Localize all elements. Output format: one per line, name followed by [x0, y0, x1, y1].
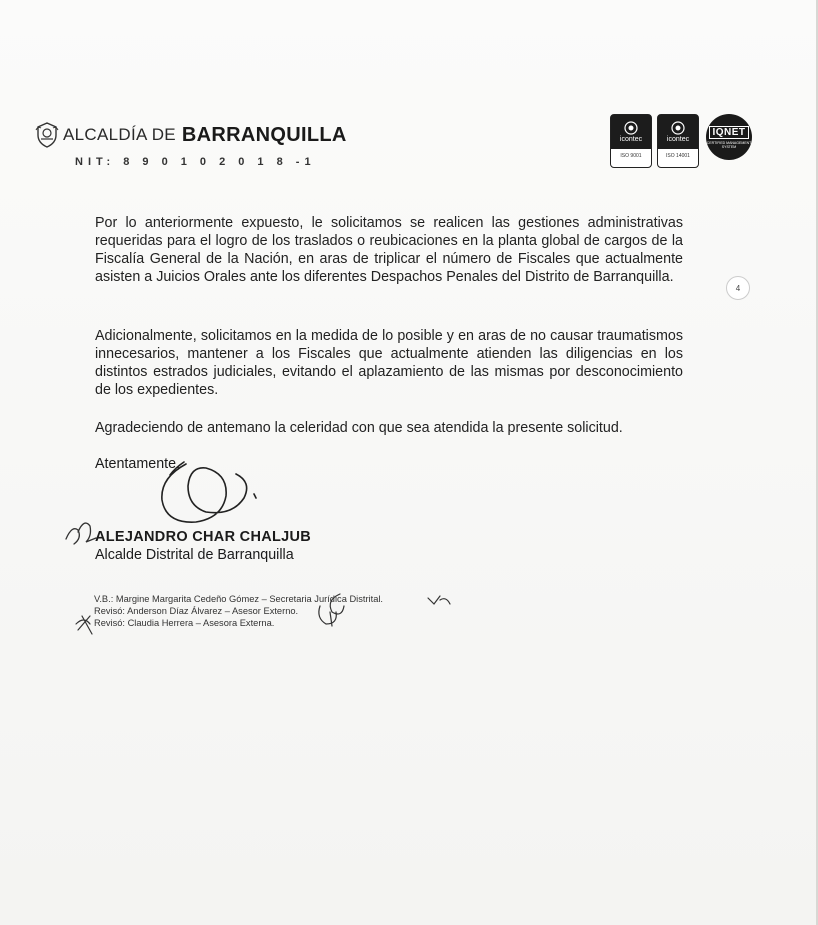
- cert-brand: icontec: [619, 136, 643, 143]
- paragraph-2: Adicionalmente, solicitamos en la medida de lo posible y en aras de no causar traumatismos innecesarios, mantener a los Fiscales que actualmente atienden las diligencias en los distintos estrados judiciales, evitando el aplazamiento de las mismas por desconocimiento de los expedientes.: [95, 328, 683, 398]
- paragraph-3: Agradeciendo de antemano la celeridad con que sea atendida la presente solicitud.: [95, 420, 623, 436]
- cert-brand: icontec: [666, 136, 690, 143]
- brand-bold-text: BARRANQUILLA: [181, 123, 347, 146]
- cert-code: ISO 14001: [666, 153, 690, 159]
- nit-number: NIT: 8 9 0 1 0 2 0 1 8 -1: [75, 156, 316, 168]
- iqnet-title: IQNET: [709, 126, 748, 139]
- review-notes: [94, 593, 383, 629]
- initials-left-drawing: [66, 523, 96, 544]
- closing-salutation: Atentamente,: [95, 456, 181, 472]
- review-note-vb: V.B.: Margine Margarita Cedeño Gómez – Secretaria Jurídica Distrital.: [94, 594, 384, 604]
- page-number-badge: 4: [726, 276, 750, 300]
- brand-light-text: ALCALDÍA DE: [63, 125, 176, 144]
- signer-name: ALEJANDRO CHAR CHALJUB: [95, 529, 312, 545]
- review-note-reviso-1: Revisó: Anderson Díaz Álvarez – Asesor Externo.: [94, 606, 299, 616]
- signature-drawing: [162, 462, 256, 522]
- paragraph-1: Por lo anteriormente expuesto, le solicitamos se realicen las gestiones administrativas requeridas para el logro de los traslados o reubicaciones en la planta global de cargos de la Fiscalía General de la Nación, en aras de triplicar el número de Fiscales que actualmente asisten a Juicios Orales ante los diferentes Despachos Penales del Distrito de Barranquilla.: [95, 215, 683, 285]
- signer-title: Alcalde Distrital de Barranquilla: [95, 547, 294, 563]
- cert-code: ISO 9001: [620, 153, 642, 159]
- iqnet-subtitle: CERTIFIED MANAGEMENT SYSTEM: [706, 140, 752, 149]
- review-note-reviso-2: Revisó: Claudia Herrera – Asesora Externa.: [94, 618, 275, 628]
